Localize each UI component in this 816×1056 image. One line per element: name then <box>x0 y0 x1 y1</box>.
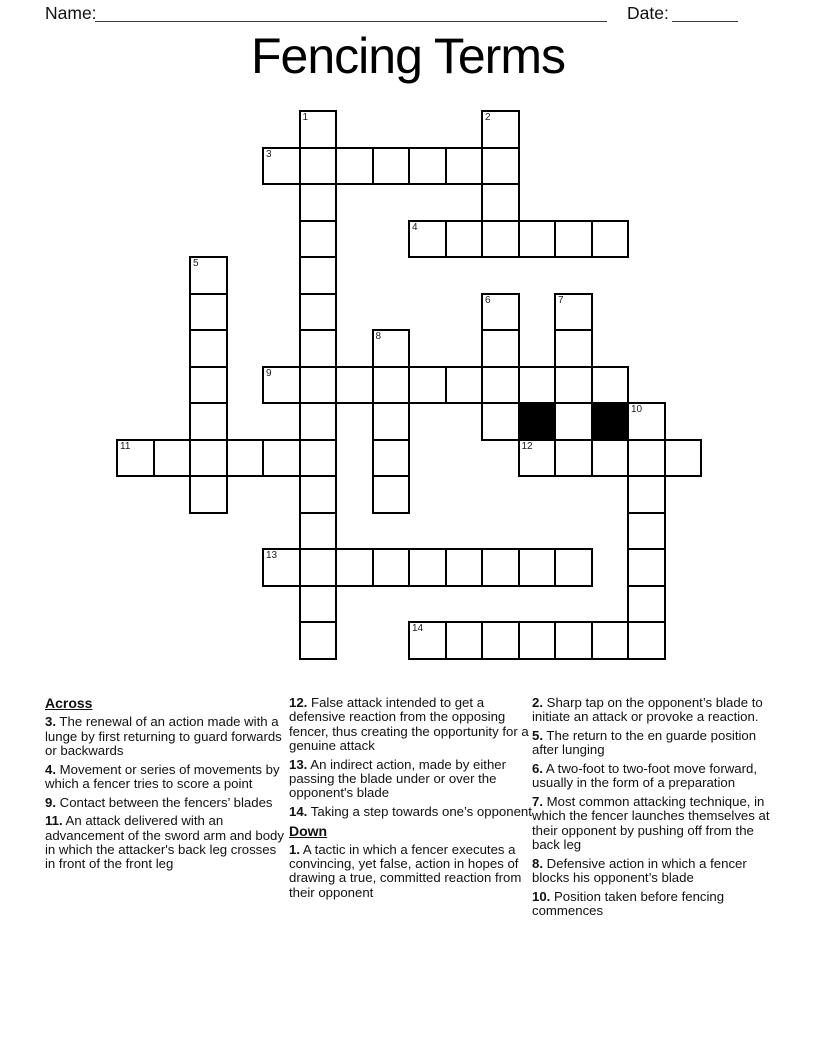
clue-column-3 <box>532 696 776 923</box>
clue-10: 10. Position taken before fencing commences <box>532 888 725 918</box>
crossword-cell <box>189 439 228 478</box>
crossword-cell <box>554 548 593 587</box>
crossword-cell <box>372 439 411 478</box>
crossword-cell <box>554 621 593 660</box>
crossword-cell <box>627 439 666 478</box>
crossword-cell <box>481 366 520 405</box>
crossword-cell <box>481 621 520 660</box>
crossword-cell <box>627 402 666 441</box>
clue-number: 14. <box>289 803 308 819</box>
cell-number: 9 <box>266 367 272 379</box>
crossword-cell <box>189 366 228 405</box>
clue-number: 11. <box>45 813 63 829</box>
crossword-cell <box>591 621 630 660</box>
clue-8: 8. Defensive action in which a fencer blocks his opponent’s blade <box>532 855 747 885</box>
crossword-cell <box>299 329 338 368</box>
crossword-cell <box>189 402 228 441</box>
crossword-cell <box>299 110 338 149</box>
clue-5: 5. The return to the en guarde position after lunging <box>532 728 757 758</box>
crossword-cell <box>116 439 155 478</box>
cell-number: 4 <box>412 221 418 233</box>
crossword-cell <box>335 147 374 186</box>
crossword-cell <box>445 621 484 660</box>
name-blank-line <box>95 21 607 22</box>
crossword-cell <box>445 147 484 186</box>
crossword-cell <box>554 220 593 259</box>
clue-number: 6. <box>532 761 543 776</box>
clue-11: 11. An attack delivered with an advancement of the sword arm and body in which the attacker's back leg crosses in front of the front leg <box>45 813 284 871</box>
crossword-cell <box>299 366 338 405</box>
cell-number: 13 <box>266 550 278 561</box>
crossword-cell <box>372 329 411 368</box>
clue-number: 7. <box>532 794 543 809</box>
cell-number: 5 <box>193 258 199 269</box>
cell-number: 12 <box>521 440 533 452</box>
crossword-cell <box>299 220 338 259</box>
cell-number: 11 <box>120 440 131 452</box>
clue-number: 9. <box>45 794 56 810</box>
clue-number: 8. <box>532 855 543 871</box>
crossword-cell <box>518 439 557 478</box>
crossword-cell <box>481 548 520 587</box>
crossword-cell <box>299 402 338 441</box>
crossword-cell <box>299 183 338 222</box>
crossword-cell <box>408 548 447 587</box>
crossword-cell <box>481 110 520 149</box>
cell-number: 2 <box>485 112 491 123</box>
crossword-cell <box>627 548 666 587</box>
crossword-cell <box>408 366 447 405</box>
crossword-cell <box>554 366 593 405</box>
crossword-cell <box>189 256 228 295</box>
crossword-cell <box>554 402 593 441</box>
crossword-cell <box>372 475 411 514</box>
clue-number: 12. <box>289 695 308 710</box>
clue-column-2 <box>289 696 533 904</box>
crossword-cell <box>299 293 338 332</box>
crossword-cell <box>299 512 338 551</box>
clue-3: 3. The renewal of an action made with a lunge by first returning to guard forwards or backwards <box>45 714 282 758</box>
crossword-cell <box>299 147 338 186</box>
crossword-cell <box>481 220 520 259</box>
crossword-cell <box>445 220 484 259</box>
crossword-cell <box>554 329 593 368</box>
crossword-cell <box>335 548 374 587</box>
clue-number: 4. <box>45 761 56 777</box>
crossword-cell <box>189 329 228 368</box>
clue-number: 10. <box>532 888 551 904</box>
crossword-cell <box>481 329 520 368</box>
cell-number: 3 <box>266 148 272 160</box>
clue-number: 5. <box>532 728 543 743</box>
crossword-cell <box>591 220 630 259</box>
crossword-cell <box>189 475 228 514</box>
clue-14: 14. Taking a step towards one’s opponent <box>289 803 532 819</box>
crossword-cell <box>554 439 593 478</box>
crossword-cell <box>262 147 301 186</box>
crossword-cell <box>518 548 557 587</box>
crossword-cell <box>445 366 484 405</box>
crossword-cell <box>481 402 520 441</box>
crossword-cell <box>554 293 593 332</box>
crossword-cell <box>664 439 703 478</box>
date-label: Date: <box>627 3 669 23</box>
clue-number: 2. <box>532 695 543 710</box>
crossword-cell <box>262 548 301 587</box>
cell-number: 1 <box>302 112 309 123</box>
crossword-cell <box>299 621 338 660</box>
clue-column-1 <box>45 696 289 876</box>
clue-1: 1. A tactic in which a fencer executes a convincing, yet false, action in hopes of drawing a true, committed reaction from their opponent <box>289 841 522 900</box>
crossword-cell <box>408 621 447 660</box>
crossword-cell <box>262 366 301 405</box>
clue-7: 7. Most common attacking technique, in which the fencer launches themselves at their opponent by pushing off from the back leg <box>532 794 770 852</box>
clue-2: 2. Sharp tap on the opponent’s blade to initiate an attack or provoke a reaction. <box>532 695 763 725</box>
crossword-cell <box>299 548 338 587</box>
date-blank-line <box>672 21 738 22</box>
clue-9: 9. Contact between the fencers’ blades <box>45 794 273 810</box>
name-label: Name: <box>45 3 97 23</box>
crossword-cell <box>591 366 630 405</box>
crossword-cell <box>299 475 338 514</box>
crossword-cell <box>299 256 338 295</box>
crossword-cell <box>408 147 447 186</box>
crossword-cell <box>627 475 666 514</box>
crossword-cell <box>372 366 411 405</box>
crossword-cell <box>372 548 411 587</box>
cell-number: 14 <box>412 623 424 634</box>
clue-number: 13. <box>289 756 308 772</box>
cell-number: 8 <box>375 331 382 342</box>
crossword-cell <box>445 548 484 587</box>
crossword-cell <box>591 439 630 478</box>
crossword-cell <box>481 183 520 222</box>
crossword-cell <box>299 439 338 478</box>
crossword-blocked-cell <box>518 402 557 441</box>
clue-heading-down: Down <box>289 822 328 839</box>
clue-4: 4. Movement or series of movements by which a fencer tries to score a point <box>45 761 280 791</box>
crossword-cell <box>627 585 666 624</box>
crossword-cell <box>481 147 520 186</box>
crossword-cell <box>518 220 557 259</box>
clue-12: 12. False attack intended to get a defensive reaction from the opposing fencer, thus creating the opportunity for a genuine attack <box>289 695 529 753</box>
clue-heading-across: Across <box>45 695 93 711</box>
clue-13: 13. An indirect action, made by either passing the blade under or over the opponent's blade <box>289 756 506 800</box>
crossword-cell <box>153 439 192 478</box>
crossword-cell <box>189 293 228 332</box>
clue-6: 6. A two-foot to two-foot move forward, usually in the form of a preparation <box>532 761 758 791</box>
crossword-cell <box>627 512 666 551</box>
crossword-cell <box>226 439 265 478</box>
crossword-blocked-cell <box>591 402 630 441</box>
cell-number: 6 <box>485 294 491 306</box>
crossword-cell <box>627 621 666 660</box>
crossword-cell <box>262 439 301 478</box>
crossword-cell <box>299 585 338 624</box>
crossword-cell <box>372 147 411 186</box>
page-title: Fencing Terms <box>251 28 565 84</box>
crossword-cell <box>518 621 557 660</box>
clue-number: 3. <box>45 714 56 730</box>
crossword-cell <box>481 293 520 332</box>
cell-number: 7 <box>558 294 564 306</box>
clue-number: 1. <box>289 841 300 857</box>
crossword-cell <box>518 366 557 405</box>
crossword-cell <box>408 220 447 259</box>
cell-number: 10 <box>631 404 643 415</box>
crossword-cell <box>335 366 374 405</box>
crossword-cell <box>372 402 411 441</box>
